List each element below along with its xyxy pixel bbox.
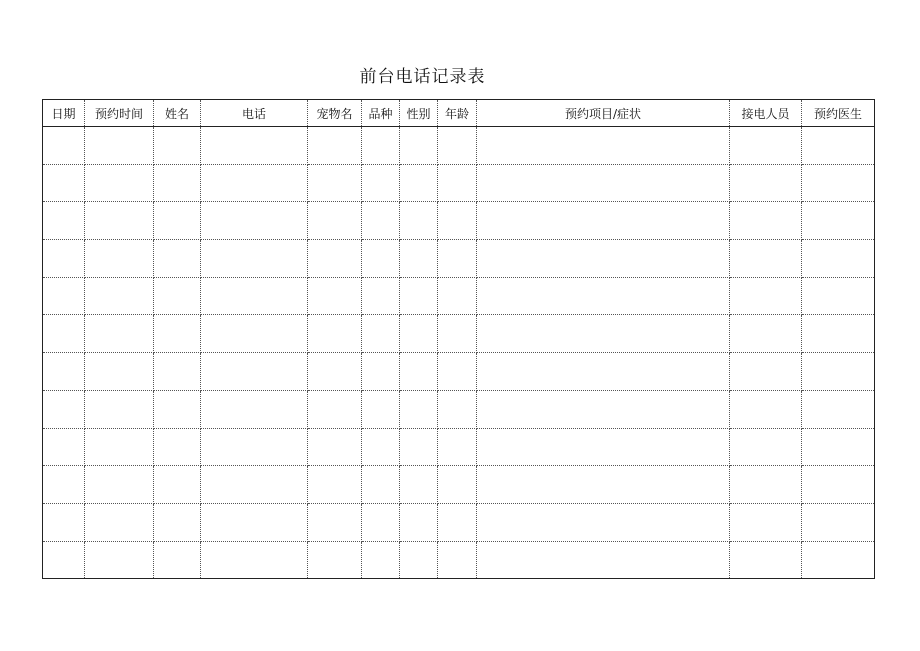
table-cell — [400, 315, 438, 353]
table-cell — [477, 390, 730, 428]
column-header-doctor: 预约医生 — [802, 100, 875, 127]
table-cell — [438, 127, 477, 165]
table-cell — [154, 164, 201, 202]
table-cell — [43, 390, 85, 428]
table-cell — [43, 127, 85, 165]
table-cell — [43, 164, 85, 202]
table-cell — [438, 315, 477, 353]
table-cell — [201, 503, 308, 541]
phone-log-table — [42, 99, 875, 579]
table-cell — [477, 428, 730, 466]
document-title: 前台电话记录表 — [359, 67, 486, 87]
table-cell — [730, 315, 802, 353]
table-cell — [730, 503, 802, 541]
table-cell — [362, 466, 400, 504]
table-cell — [438, 503, 477, 541]
table-cell — [802, 466, 875, 504]
table-cell — [43, 240, 85, 278]
table-cell — [802, 541, 875, 579]
table-cell — [400, 466, 438, 504]
table-cell — [308, 503, 362, 541]
table-cell — [43, 428, 85, 466]
table-cell — [477, 127, 730, 165]
table-cell — [154, 353, 201, 391]
table-cell — [477, 353, 730, 391]
table-cell — [730, 202, 802, 240]
table-cell — [201, 277, 308, 315]
table-cell — [43, 202, 85, 240]
table-cell — [201, 240, 308, 278]
column-header-date: 日期 — [43, 100, 85, 127]
table-row — [43, 127, 875, 165]
table-cell — [154, 127, 201, 165]
table-cell — [438, 277, 477, 315]
table-cell — [802, 353, 875, 391]
table-cell — [730, 541, 802, 579]
table-cell — [201, 428, 308, 466]
table-cell — [362, 503, 400, 541]
table-cell — [43, 503, 85, 541]
table-row — [43, 353, 875, 391]
table-cell — [730, 428, 802, 466]
table-cell — [802, 315, 875, 353]
header-row — [43, 100, 875, 127]
table-cell — [308, 315, 362, 353]
column-header-call-receiver: 接电人员 — [730, 100, 802, 127]
table-cell — [400, 127, 438, 165]
table-cell — [438, 390, 477, 428]
table-cell — [85, 503, 154, 541]
table-cell — [802, 164, 875, 202]
table-cell — [154, 315, 201, 353]
table-row — [43, 466, 875, 504]
column-header-sex: 性别 — [400, 100, 438, 127]
column-header-age: 年龄 — [438, 100, 477, 127]
table-row — [43, 277, 875, 315]
table-cell — [308, 390, 362, 428]
table-cell — [362, 240, 400, 278]
table-cell — [438, 466, 477, 504]
table-cell — [362, 315, 400, 353]
table-cell — [802, 240, 875, 278]
table-cell — [201, 390, 308, 428]
column-header-phone: 电话 — [201, 100, 308, 127]
table-cell — [308, 428, 362, 466]
table-cell — [802, 390, 875, 428]
table-cell — [308, 541, 362, 579]
table-cell — [362, 202, 400, 240]
table-cell — [85, 277, 154, 315]
table-row — [43, 390, 875, 428]
table-cell — [201, 202, 308, 240]
table-cell — [477, 466, 730, 504]
table-cell — [400, 277, 438, 315]
table-cell — [400, 503, 438, 541]
table-cell — [201, 353, 308, 391]
table-row — [43, 240, 875, 278]
table-cell — [85, 240, 154, 278]
table-cell — [730, 390, 802, 428]
table-cell — [308, 466, 362, 504]
table-cell — [85, 202, 154, 240]
table-cell — [308, 240, 362, 278]
table-cell — [477, 240, 730, 278]
table-cell — [802, 503, 875, 541]
table-cell — [43, 466, 85, 504]
table-cell — [438, 428, 477, 466]
table-cell — [154, 541, 201, 579]
table-cell — [730, 353, 802, 391]
table-cell — [362, 164, 400, 202]
table-cell — [730, 164, 802, 202]
table-cell — [438, 541, 477, 579]
table-cell — [362, 353, 400, 391]
table-cell — [802, 277, 875, 315]
table-cell — [85, 315, 154, 353]
table-cell — [85, 127, 154, 165]
table-row — [43, 503, 875, 541]
table-cell — [201, 127, 308, 165]
table-cell — [201, 466, 308, 504]
table-cell — [362, 127, 400, 165]
table-cell — [400, 541, 438, 579]
table-cell — [362, 541, 400, 579]
table-body — [43, 127, 875, 579]
table-row — [43, 428, 875, 466]
column-header-service-symptoms: 预约项目/症状 — [477, 100, 730, 127]
table-cell — [438, 202, 477, 240]
table-cell — [730, 240, 802, 278]
table-cell — [154, 503, 201, 541]
column-header-name: 姓名 — [154, 100, 201, 127]
table-cell — [802, 127, 875, 165]
table-cell — [362, 390, 400, 428]
table-cell — [85, 164, 154, 202]
table-cell — [308, 164, 362, 202]
table-row — [43, 541, 875, 579]
table-row — [43, 202, 875, 240]
table-cell — [308, 127, 362, 165]
table-cell — [477, 202, 730, 240]
table-cell — [201, 315, 308, 353]
table-cell — [400, 240, 438, 278]
table-cell — [308, 353, 362, 391]
table-cell — [154, 202, 201, 240]
table-cell — [154, 390, 201, 428]
table-cell — [438, 353, 477, 391]
table-cell — [438, 164, 477, 202]
table-cell — [730, 277, 802, 315]
table-cell — [85, 541, 154, 579]
table-cell — [400, 202, 438, 240]
table-cell — [802, 202, 875, 240]
table-cell — [154, 428, 201, 466]
table-cell — [43, 541, 85, 579]
table-cell — [477, 541, 730, 579]
table-cell — [400, 353, 438, 391]
table-cell — [730, 127, 802, 165]
table-cell — [43, 353, 85, 391]
table-cell — [477, 503, 730, 541]
table-cell — [802, 428, 875, 466]
table-cell — [400, 428, 438, 466]
table-cell — [477, 164, 730, 202]
column-header-pet-name: 宠物名 — [308, 100, 362, 127]
table-cell — [730, 466, 802, 504]
table-cell — [362, 428, 400, 466]
table-cell — [477, 315, 730, 353]
table-row — [43, 315, 875, 353]
table-cell — [477, 277, 730, 315]
table-cell — [85, 428, 154, 466]
table-cell — [308, 277, 362, 315]
table-cell — [43, 315, 85, 353]
table-cell — [201, 164, 308, 202]
table-cell — [154, 277, 201, 315]
table-cell — [400, 390, 438, 428]
table-cell — [85, 390, 154, 428]
table-cell — [85, 466, 154, 504]
table-cell — [438, 240, 477, 278]
table-cell — [201, 541, 308, 579]
table-cell — [154, 466, 201, 504]
table-cell — [308, 202, 362, 240]
column-header-breed: 品种 — [362, 100, 400, 127]
table-cell — [85, 353, 154, 391]
column-header-appointment-time: 预约时间 — [85, 100, 154, 127]
table-cell — [362, 277, 400, 315]
table-cell — [43, 277, 85, 315]
table-row — [43, 164, 875, 202]
table-cell — [400, 164, 438, 202]
table-cell — [154, 240, 201, 278]
